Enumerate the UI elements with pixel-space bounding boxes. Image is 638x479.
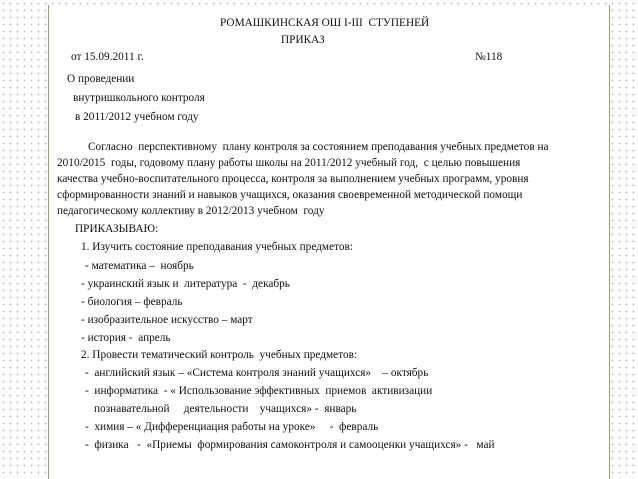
order-number: №118 (475, 51, 503, 63)
order-word: ПРИКАЗЫВАЮ: (75, 223, 159, 235)
item1-entry: - математика – ноябрь (85, 260, 194, 272)
subject-line: внутришкольного контроля (73, 92, 205, 104)
preamble-line: качества учебно-воспитательного процесса, контроля за выполнением учебных программ, уровня (57, 173, 529, 185)
preamble-line: сформированности знаний и навыков учащихся, оказания своевременной методической помощи (57, 189, 523, 201)
subject-line: в 2011/2012 учебном году (75, 111, 199, 123)
document-type: ПРИКАЗ (281, 34, 325, 46)
item2-entry: - информатика - « Использование эффективных приемов активизации (85, 385, 433, 397)
preamble-line: педагогическому коллективу в 2012/2013 учебном году (57, 205, 325, 217)
subject-line: О проведении (67, 73, 135, 85)
item2-entry: - физика - «Приемы формирования самоконтроля и самооценки учащихся» - май (85, 439, 495, 451)
item1-entry: - изобразительное искусство – март (81, 314, 253, 326)
preamble-line: 2010/2015 годы, годовому плану работы школы на 2011/2012 учебный год, с целью повышения (57, 157, 521, 169)
item2-entry: - химия – « Дифференциация работы на уроке» - февраль (85, 421, 379, 433)
item2-title: 2. Провести тематический контроль учебных предметов: (81, 349, 358, 361)
item2-entry: - английский язык – «Система контроля знаний учащихся» – октябрь (85, 367, 429, 379)
school-name: РОМАШКИНСКАЯ ОШ I-III СТУПЕНЕЙ (220, 17, 430, 29)
order-date: от 15.09.2011 г. (71, 51, 144, 63)
item1-title: 1. Изучить состояние преподавания учебных предметов: (81, 241, 354, 253)
item1-entry: - украинский язык и литература - декабрь (81, 278, 290, 290)
item1-entry: - история - апрель (81, 332, 171, 344)
item2-entry: познавательной деятельности учащихся» - январь (94, 403, 357, 415)
item1-entry: - биология – февраль (81, 296, 183, 308)
preamble-line: Согласно перспективному плану контроля за состоянием преподавания учебных предметов на (88, 141, 549, 153)
